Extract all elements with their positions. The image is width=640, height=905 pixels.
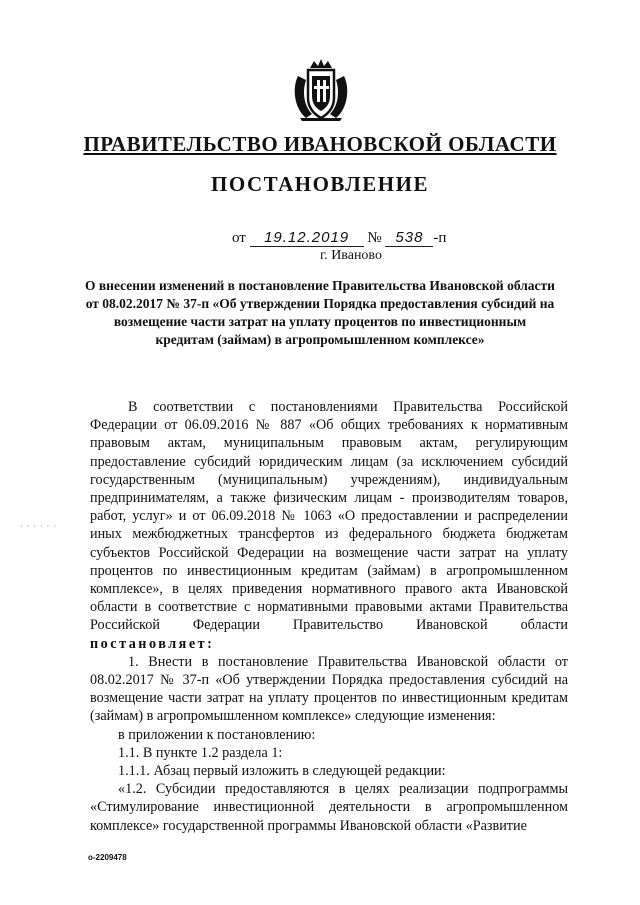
coat-of-arms-icon (290, 58, 352, 122)
paragraph-annex: в приложении к постановлению: (118, 726, 316, 743)
city: г. Иваново (320, 248, 382, 263)
paragraph-quote: «1.2. Субсидии предоставляются в целях реализации подпрограммы «Стимулирование инвестиционной деятельности в агропромышленном комплексе» государственной программы Ивановской области «Развитие (90, 781, 568, 834)
paragraph-1-1: 1.1. В пункте 1.2 раздела 1: (118, 744, 283, 761)
government-title: ПРАВИТЕЛЬСТВО ИВАНОВСКОЙ ОБЛАСТИ (83, 132, 557, 156)
paragraph-1: 1. Внести в постановление Правительства Ивановской области от 08.02.2017 № 37-п «Об утверждении Порядка предоставления субсидий на возмещение части затрат на уплату процентов по инвестиционным кредитам (займам) в агропромышленном комплексе» следующие изменения: (90, 653, 568, 725)
number-suffix: -п (433, 230, 447, 246)
document-code: о-2209478 (88, 853, 127, 862)
date-number-line (232, 229, 446, 247)
date-prefix: от (232, 230, 246, 246)
scan-mark: · · · · · · (20, 522, 57, 531)
preamble-paragraph: В соответствии с постановлениями Правительства Российской Федерации от 06.09.2016 № 887 «Об общих требованиях к нормативным правовым актам, муниципальным правовым актам, регулирующим предоставление субсидий юридическим лицам (за исключением субсидий государственным (муниципальным) учреждениям), индивидуальным предпринимателям, а также физическим лицам - производителям товаров, работ, услуг» и от 06.09.2018 № 1063 «О предоставлении и распределении иных межбюджетных трансфертов из федерального бюджета бюджетам субъектов Российской Федерации на возмещение части затрат на уплату процентов по инвестиционным кредитам (займам) в агропромышленном комплексе», в целях приведения нормативного правого акта Ивановской области в соответствие с нормативными правовыми актами Правительства Российской Федерации Правительство Ивановской области постановляет: (90, 399, 568, 652)
document-date: 19.12.2019 (250, 229, 364, 247)
document-number: 538 (385, 229, 433, 247)
paragraph-1-1-1: 1.1.1. Абзац первый изложить в следующей редакции: (118, 763, 446, 780)
resolves-word: постановляет: (90, 635, 215, 652)
document-subject: О внесении изменений в постановление Правительства Ивановской области от 08.02.2017 № 37-п «Об утверждении Порядка предоставления субсидий на возмещение части затрат на уплату процентов по инвестиционным кредитам (займам) в агропромышленном комплексе» (85, 278, 555, 347)
document-type: ПОСТАНОВЛЕНИЕ (211, 172, 429, 196)
document-body (90, 398, 568, 835)
number-sign: № (367, 230, 382, 246)
